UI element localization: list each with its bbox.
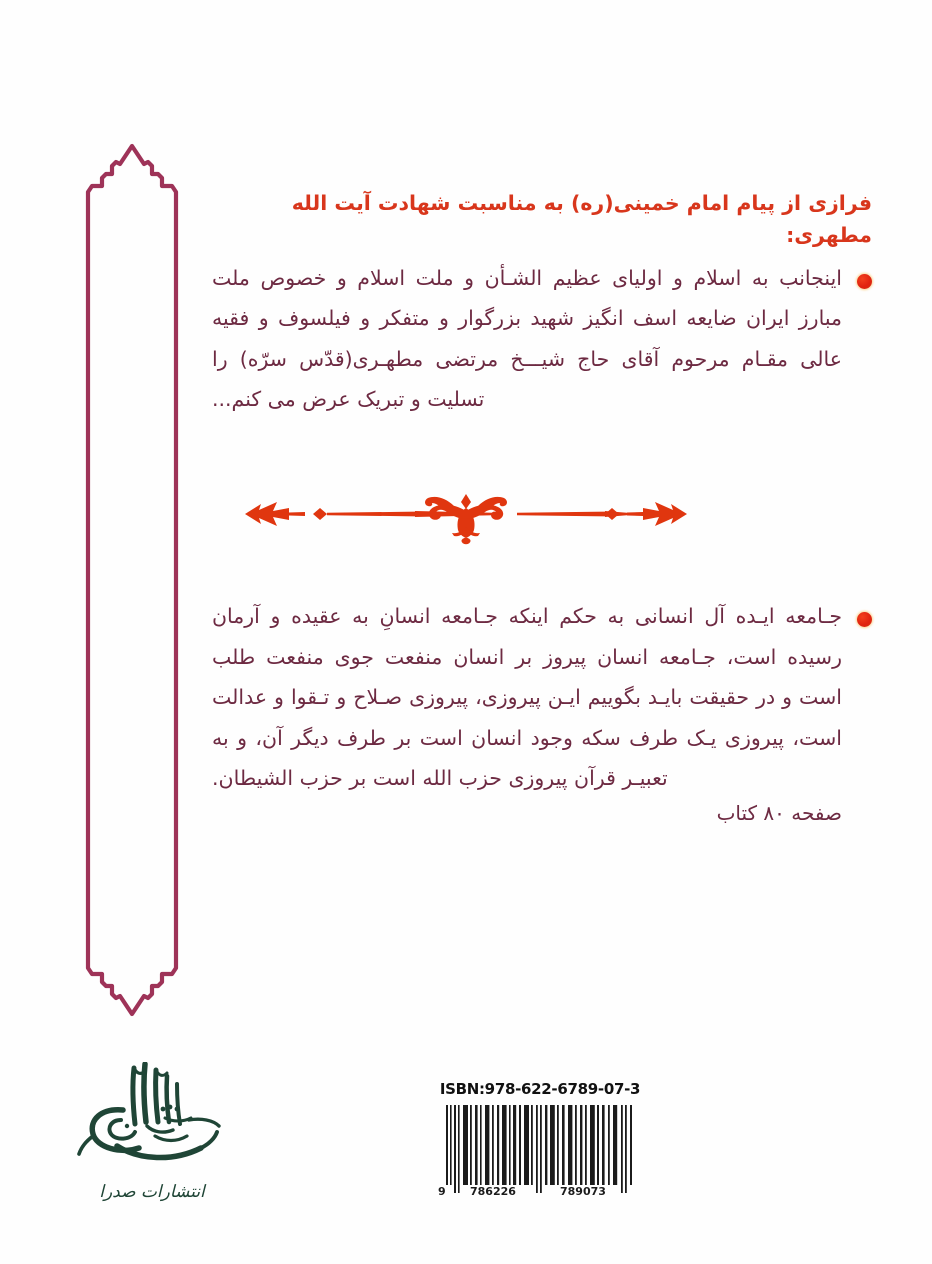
quote-block-1 (212, 258, 872, 420)
ean13-barcode (432, 1103, 648, 1197)
barcode-digits-group2: 789073 (560, 1185, 606, 1197)
persian-cartouche-frame (84, 142, 180, 1018)
publisher-name: انتشارات صدرا (99, 1182, 205, 1202)
red-dot-bullet-icon (857, 274, 872, 289)
isbn-number: ISBN:978-622-6789-07-3 (439, 1080, 641, 1098)
sadra-calligraphy-logo-icon (77, 1062, 227, 1180)
quote-block-2 (212, 596, 872, 799)
floral-divider-ornament-icon (243, 478, 689, 550)
barcode-bars (446, 1105, 632, 1193)
publisher-block (62, 1062, 242, 1212)
isbn-block (432, 1080, 648, 1197)
red-dot-bullet-icon (857, 612, 872, 627)
page-reference: صفحه ۸۰ کتاب (716, 800, 842, 825)
headline-text: فرازی از پیام امام خمینی(ره) به مناسبت شهادت آیت الله مطهری: (291, 191, 872, 247)
barcode-digit-left: 9 (438, 1185, 446, 1197)
second-quote-section (212, 596, 872, 825)
quote-text-2: جـامعه ایـده آل انسانی به حکم اینکه جـامعه انسانِ به عقیده و آرمان رسیده است، جـامعه انسان پیروز بر انسان منفعت جوی منفعت طلب است و در حقیقت بایـد بگوییم ایـن پیروزی، پیروزی صـلاح و تـقوا و عدالت است، پیروزی یـک طرف سکه وجود انسان است بر طرف دیگر آن، و به تعبیـر قرآن پیروزی حزب الله است بر حزب الشیطان. (212, 604, 842, 791)
quote-text-1: اینجانب به اسلام و اولیای عظیم الشـأن و ملت اسلام و خصوص ملت مبارز ایران ضایعه اسف انگیز شهید بزرگوار و متفکر و فیلسوف و فقیه عالی مقـام مرحوم آقای حاج شیـــخ مرتضی مطهـری(قدّس سرّه) را تسلیت و تبریک عرض می کنم... (212, 265, 842, 412)
barcode-digits-group1: 786226 (470, 1185, 516, 1197)
first-quote-section (212, 188, 872, 420)
